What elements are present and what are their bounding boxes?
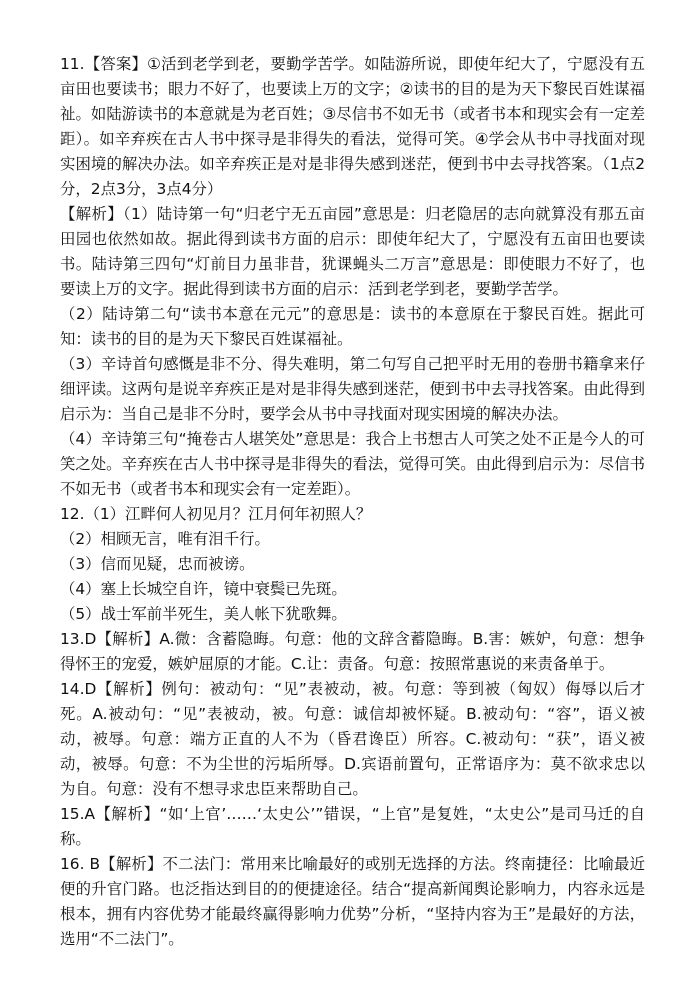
- answer-document: [60, 52, 645, 952]
- answer-13: 13.D【解析】A.微：含蓄隐晦。句意：他的文辞含蓄隐晦。B.害：嫉妒，句意：想争得怀王的宠爱，嫉妒屈原的才能。C.让：责备。句意：按照常惠说的来责备单于。: [60, 630, 645, 673]
- analysis-11-part-1: 【解析】（1）陆诗第一句“归老宁无五亩园”意思是：归老隐居的志向就算没有那五亩田园也依然如故。据此得到读书方面的启示：即使年纪大了，宁愿没有五亩田也要读书。陆诗第三四句“灯前目力虽非昔，犹课蝇头二万言”意思是：即使眼力不好了，也要读上万的文字。据此得到读书方面的启示：活到老学到老，要勤学苦学。: [60, 205, 645, 298]
- answer-12-3: （3）信而见疑，忠而被谤。: [60, 555, 255, 573]
- analysis-11-part-3: （3）辛诗首句感慨是非不分、得失难明，第二句写自己把平时无用的卷册书籍拿来仔细评读。这两句是说辛弃疾正是对是非得失感到迷茫，便到书中去寻找答案。由此得到启示为：当自己是非不分时，要学会从书中寻找面对现实困境的解决办法。: [60, 355, 645, 423]
- answer-15: 15.A【解析】“如‘上官’……‘太史公’”错误，“上官”是复姓，“太史公”是司马迁的自称。: [60, 805, 645, 848]
- analysis-11-part-2: （2）陆诗第二句“读书本意在元元”的意思是：读书的本意原在于黎民百姓。据此可知：读书的目的是为天下黎民百姓谋福祉。: [60, 305, 645, 348]
- answer-12-1: 12.（1）江畔何人初见月？江月何年初照人？: [60, 505, 372, 523]
- answer-14: 14.D【解析】例句：被动句：“见”表被动，被。句意：等到被（匈奴）侮辱以后才死。A.被动句：“见”表被动，被。句意：诚信却被怀疑。B.被动句：“容”，语义被动，被辱。句意：端方正直的人不为（昏君谗臣）所容。C.被动句：“获”，语义被动，被辱。句意：不为尘世的污垢所辱。D.宾语前置句，正常语序为：莫不欲求忠以为自。句意：没有不想寻求忠臣来帮助自己。: [60, 680, 645, 798]
- answer-12-4: （4）塞上长城空自许，镜中衰鬓已先斑。: [60, 580, 347, 598]
- answer-16: 16. B【解析】不二法门：常用来比喻最好的或别无选择的方法。终南捷径：比喻最近便的升官门路。也泛指达到目的的便捷途径。结合“提高新闻舆论影响力，内容永远是根本，拥有内容优势才能最终赢得影响力优势”分析，“坚持内容为王”是最好的方法，选用“不二法门”。: [60, 855, 645, 948]
- answer-12-5: （5）战士军前半死生，美人帐下犹歌舞。: [60, 605, 347, 623]
- answer-12-2: （2）相顾无言，唯有泪千行。: [60, 530, 270, 548]
- answer-11: 11.【答案】①活到老学到老，要勤学苦学。如陆游所说，即使年纪大了，宁愿没有五亩田也要读书；眼力不好了，也要读上万的文字；②读书的目的是为天下黎民百姓谋福祉。如陆游读书的本意就是为老百姓；③尽信书不如无书（或者书本和现实会有一定差距）。如辛弃疾在古人书中探寻是非得失的看法，觉得可笑。④学会从书中寻找面对现实困境的解决办法。如辛弃疾正是对是非得失感到迷茫，便到书中去寻找答案。（1点2分，2点3分，3点4分）: [60, 55, 645, 198]
- analysis-11-part-4: （4）辛诗第三句“掩卷古人堪笑处”意思是：我合上书想古人可笑之处不正是今人的可笑之处。辛弃疾在古人书中探寻是非得失的看法，觉得可笑。由此得到启示为：尽信书不如无书（或者书本和现实会有一定差距）。: [60, 430, 645, 498]
